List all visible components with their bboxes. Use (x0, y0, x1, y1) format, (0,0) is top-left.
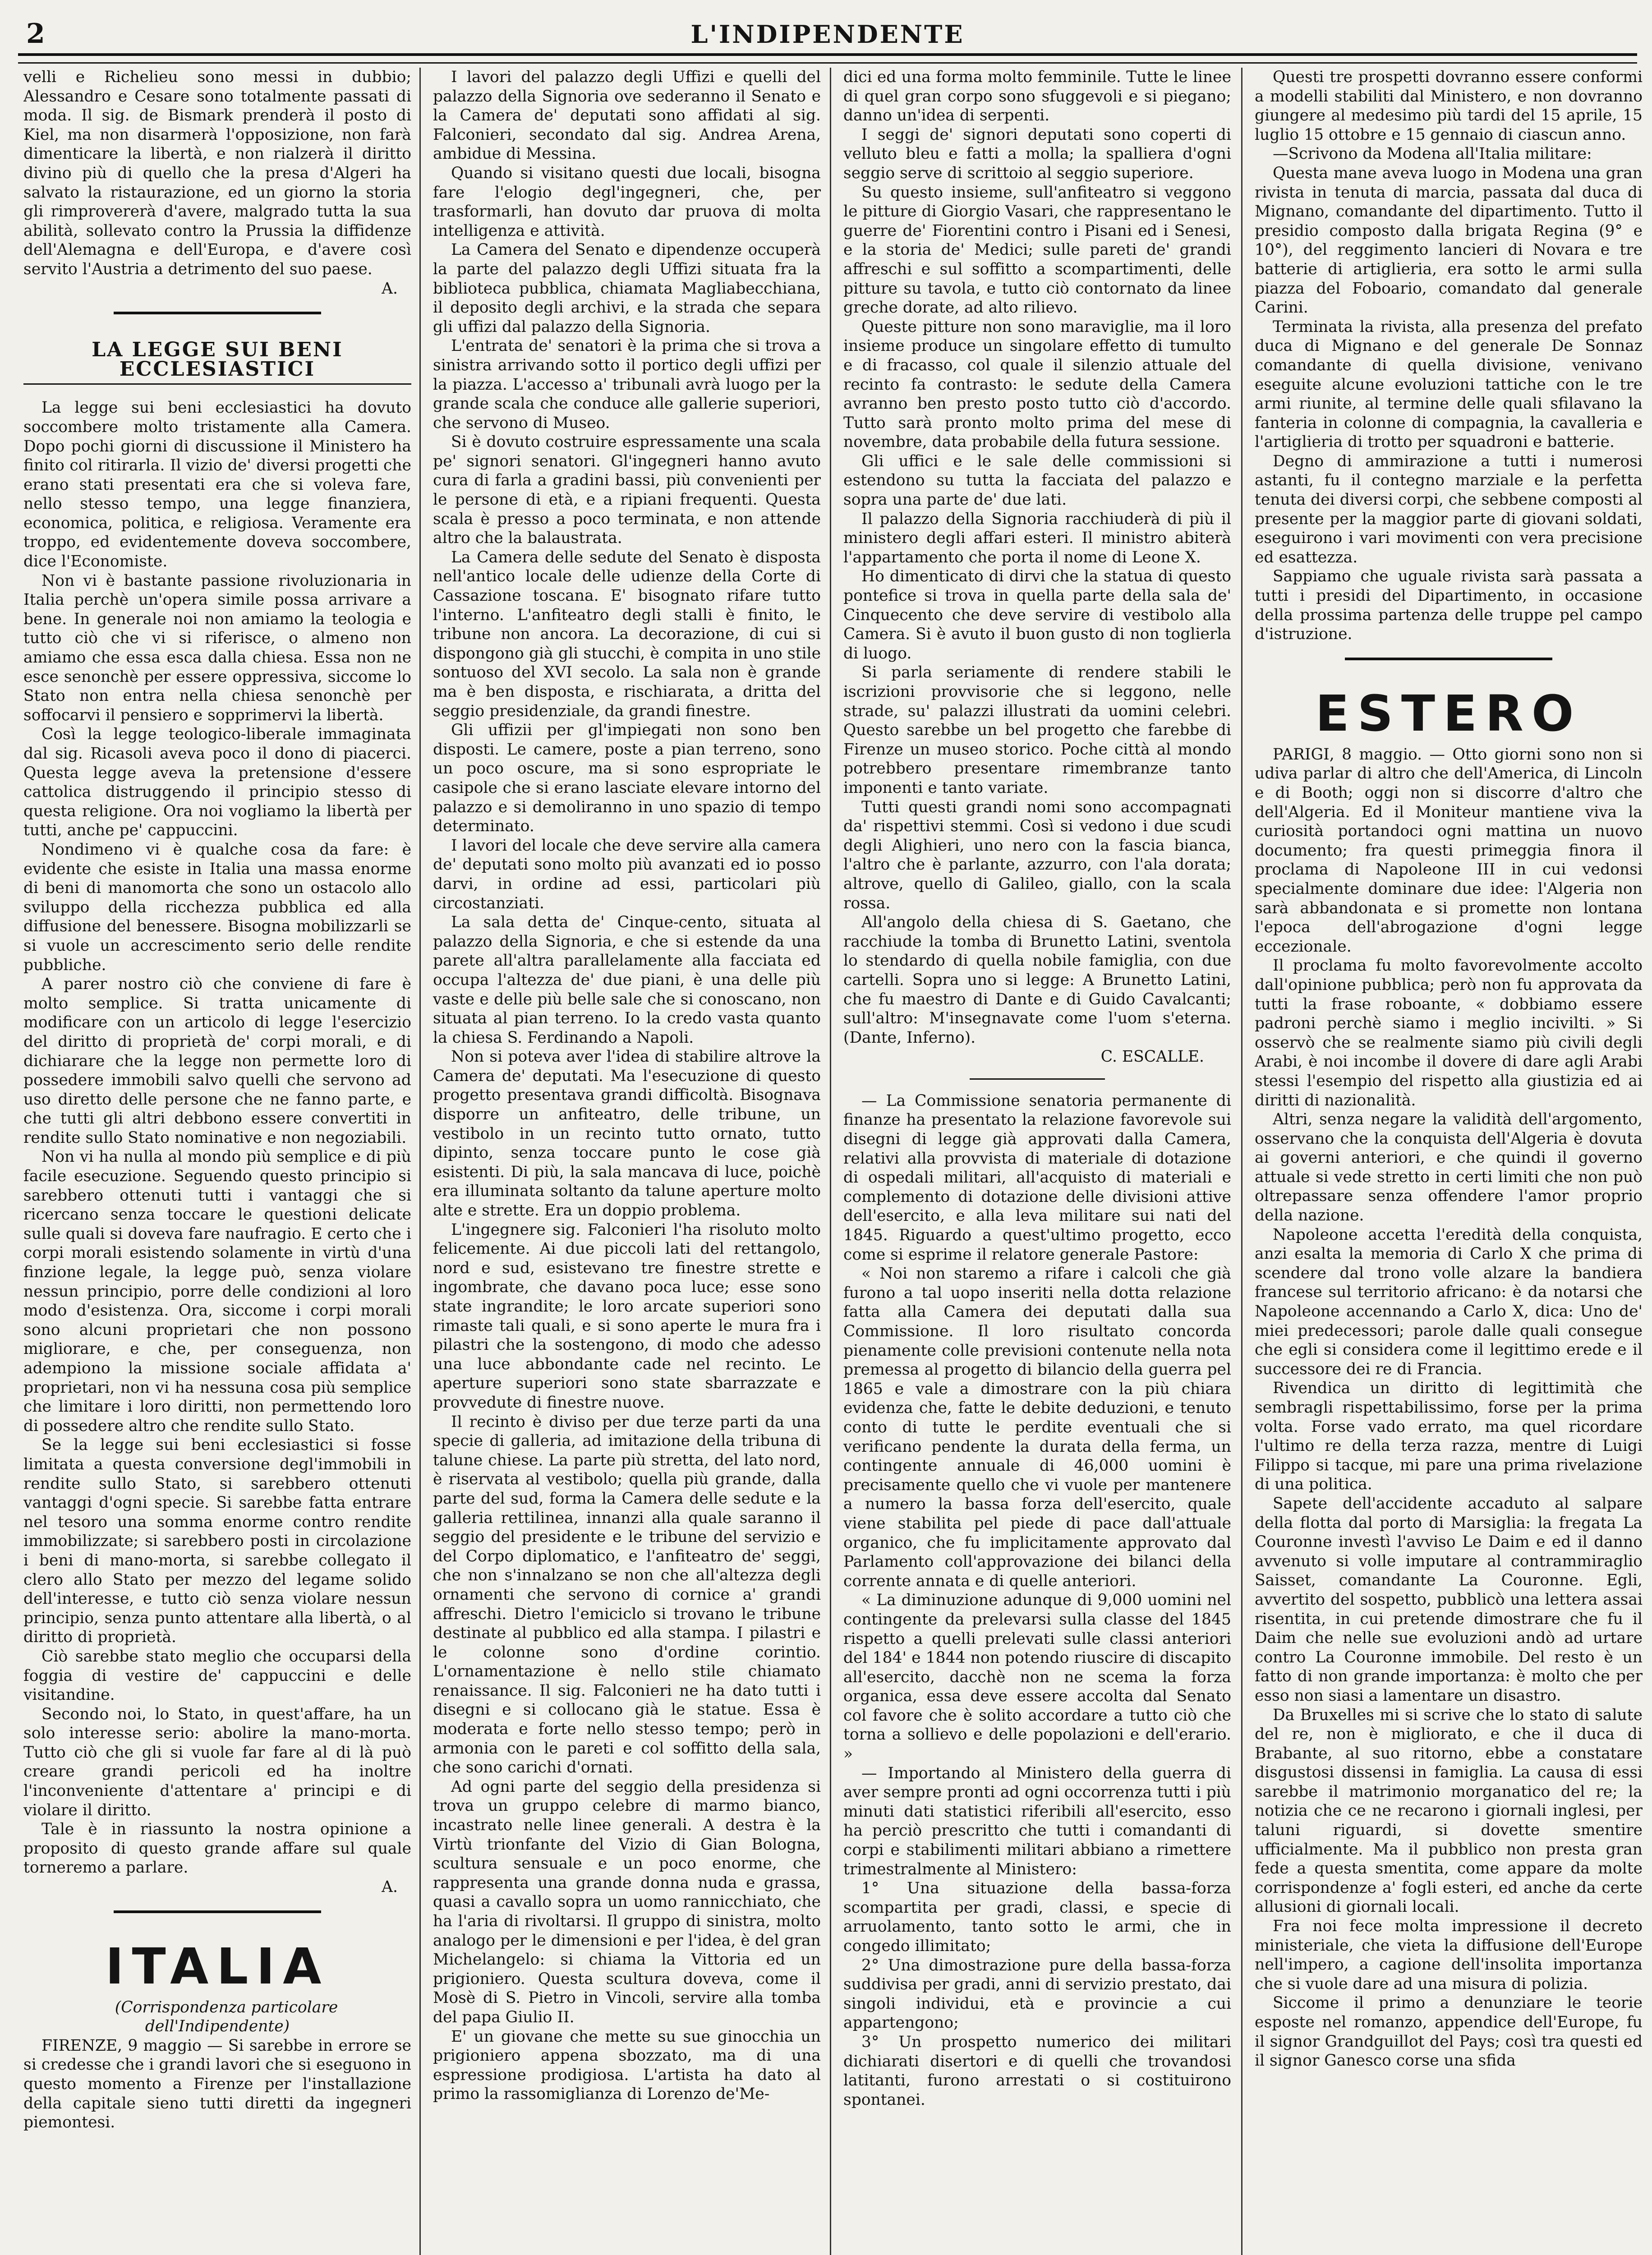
article-paragraph: FIRENZE, 9 maggio — Si sarebbe in errore se si credesse che i grandi lavori che si eseguono in questo momento a Firenze per l'installazione della capitale sieno tutti diretti da ingegneri piemontesi. (23, 2036, 411, 2132)
article-paragraph: Altri, senza negare la validità dell'argomento, osservano che la conquista dell'Algeria è dovuta ai governi anteriori, e che quindi il governo attuale si vede stretto in certi limiti che non può oltrepassare senza offendere l'amor proprio della nazione. (1255, 1110, 1643, 1225)
article-paragraph: Non vi ha nulla al mondo più semplice e di più facile esecuzione. Seguendo questo principio si sarebbero ottenuti tutti i vantaggi che si ricercano senza toccare le questioni delicate sulle quali si doveva fare naufragio. E certo che i corpi morali esistendo solamente in virtù d'una finzione legale, la legge può, senza violare nessun principio, porre delle condizioni al loro modo d'esistenza. Ora, siccome i corpi morali sono alcuni proprietari che non possono migliorare, e che, per conseguenza, non adempiono la missione sociale affidata a' proprietari, non vi ha nessuna cosa più semplice che limitare i loro diritti, non permettendo loro di possedere altro che rendite sullo Stato. (23, 1148, 411, 1435)
article-paragraph: — La Commissione senatoria permanente di finanze ha presentato la relazione favorevole sui disegni di legge già approvati dalla Camera, relativi alla provvista di materiale di dotazione di ospedali militari, all'acquisto di materiali e complemento di dotazione delle divisioni attive dell'esercito, e alla leva militare sui nati del 1845. Riguardo a quest'ultimo progetto, ecco come si esprime il relatore generale Pastore: (843, 1091, 1231, 1264)
article-paragraph: Secondo noi, lo Stato, in quest'affare, ha un solo interesse serio: abolire la mano-morta. Tutto ciò che gli si vuole far fare al di là può creare grandi pericoli ed ha inoltre l'inconveniente d'attentare a' principi e di violare il diritto. (23, 1705, 411, 1819)
article-paragraph: La sala detta de' Cinque-cento, situata al palazzo della Signoria, e che si estende da una parete all'altra parallelamente alla facciata ed occupa l'altezza de' due piani, è una delle più vaste e delle più belle sale che si conoscano, non situata al pian terreno. Io la credo vasta quanto la chiesa S. Ferdinando a Napoli. (433, 913, 821, 1047)
article-paragraph: All'angolo della chiesa di S. Gaetano, che racchiude la tomba di Brunetto Latini, sventola lo stendardo di quella nobile famiglia, con due cartelli. Sopra uno si legge: A Brunetto Latini, che fu maestro di Dante e di Guido Cavalcanti; sull'altro: M'insegnavate come l'uom s'eterna. (Dante, Inferno). (843, 913, 1231, 1047)
article-paragraph: La Camera delle sedute del Senato è disposta nell'antico locale delle udienze della Corte di Cassazione toscana. E' bisognato rifare tutto l'interno. L'anfiteatro degli stalli è finito, le tribune non ancora. La decorazione, di cui si dispongono già gli stucchi, è compita in uno stile sontuoso del XVI secolo. La sala non è grande ma è ben disposta, e rischiarata, a dritta del seggio presidenziale, da grandi finestre. (433, 548, 821, 720)
article-paragraph: 1° Una situazione della bassa-forza scompartita per gradi, classi, e specie di arruolamento, tanto sotto le armi, che in congedo illimitato; (843, 1879, 1231, 1955)
article-paragraph: Quando si visitano questi due locali, bisogna fare l'elogio degl'ingegneri, che, per trasformarli, han dovuto dar pruova di molta intelligenza e attività. (433, 164, 821, 240)
article-paragraph: Il palazzo della Signoria racchiuderà di più il ministero degli affari esteri. Il ministro abiterà l'appartamento che porta il nome di Leone X. (843, 510, 1231, 566)
article-paragraph: Ad ogni parte del seggio della presidenza si trova un gruppo celebre di marmo bianco, incastrato nelle linee generali. A destra è la Virtù trionfante del Vizio di Gian Bologna, scultura sensuale e un poco enorme, che rappresenta una grande donna nuda e grassa, quasi a cavallo sopra un uomo rannicchiato, che ha l'aria di rivoltarsi. Il gruppo di sinistra, molto analogo per le dimensioni e per l'idea, è del gran Michelangelo: si chiama la Vittoria ed un prigioniero. Questa scultura doveva, come il Mosè di S. Pietro in Vincoli, servire alla tomba del papa Giulio II. (433, 1777, 821, 2026)
column-3 (843, 68, 1231, 2255)
section-heading: LA LEGGE SUI BENI ECCLESIASTICI (23, 341, 411, 385)
article-paragraph: Il recinto è diviso per due terze parti da una specie di galleria, ad imitazione della tribuna di talune chiese. La parte più stretta, del lato nord, è riservata al vestibolo; quella più grande, dalla parte del sud, forma la Camera delle sedute e la galleria rettilinea, innanzi alla quale saranno il seggio del presidente e le tribune del servizio e del Corpo diplomatico, e l'anfiteatro de' seggi, che non s'innalzano se non che all'altezza degli ornamenti che servono di cornice a' grandi affreschi. Dietro l'emiciclo si trovano le tribune destinate al pubblico ed alla stampa. I pilastri e le colonne sono d'ordine corintio. L'ornamentazione è nello stile chiamato renaissance. Il sig. Falconieri ne ha dato tutti i disegni e si collocano già le statue. Essa è moderata e forte nello stesso tempo; però in armonia con le pareti e col soffitto della sala, che sono carichi d'ornati. (433, 1413, 821, 1777)
article-paragraph: PARIGI, 8 maggio. — Otto giorni sono non si udiva parlar di altro che dell'America, di Lincoln e di Booth; oggi non si discorre d'altro che dell'Algeria. Ed il Moniteur mantiene viva la curiosità portandoci ogni mattina un nuovo documento; fra questi primeggia finora il proclama di Napoleone III in cui vedonsi specialmente dominare due idee: l'Algeria non sarà abbandonata e si promette non lontana l'epoca dell'abrogazione d'ogni legge eccezionale. (1255, 745, 1643, 956)
column-1 (23, 68, 411, 2255)
article-paragraph: Ho dimenticato di dirvi che la statua di questo pontefice si trova in quella parte della sala de' Cinquecento che deve servire di vestibolo alla Camera. Si è avuto il buon gusto di non toglierla di luogo. (843, 567, 1231, 663)
article-signature: A. (382, 279, 398, 298)
section-divider (114, 312, 321, 318)
article-paragraph: Sappiamo che uguale rivista sarà passata a tutti i presidi del Dipartimento, in occasione della prossima partenza delle truppe pel campo d'istruzione. (1255, 567, 1643, 644)
article-paragraph: 3° Un prospetto numerico dei militari dichiarati disertori e di quelli che trovandosi latitanti, furono arrestati o si costituirono spontanei. (843, 2033, 1231, 2109)
article-paragraph: Sapete dell'accidente accaduto al salpare della flotta dal porto di Marsiglia: la fregata La Couronne investì l'avviso Le Daim e ed il danno avvenuto si volle imputare al contrammiraglio Saisset, comandante La Couronne. Egli, avvertito del sospetto, pubblicò una lettera assai risentita, in cui pretende dimostrare che fu il Daim che nelle sue evoluzioni andò ad urtare contro La Couronne immobile. Del resto è un fatto di non grande importanza: è molto che per esso non siasi a lamentare un disastro. (1255, 1494, 1643, 1705)
masthead-title: L'INDIPENDENTE (690, 20, 965, 49)
article-paragraph: Degno di ammirazione a tutti i numerosi astanti, fu il contegno marziale e la perfetta tenuta dei diversi corpi, che sebbene composti al presente per la maggior parte di giovani soldati, eseguirono i vari movimenti con vera precisione ed esattezza. (1255, 452, 1643, 566)
header-rule (18, 53, 1637, 64)
article-paragraph: Gli uffici e le sale delle commissioni si estendono su tutta la facciata del palazzo e sopra una parte de' due lati. (843, 452, 1231, 509)
article-paragraph: — Importando al Ministero della guerra di aver sempre pronti ad ogni occorrenza tutti i più minuti dati statistici riferibili all'esercito, esso ha perciò prescritto che tutti i comandanti di corpi e stabilimenti militari abbiano a rimettere trimestralmente al Ministero: (843, 1764, 1231, 1878)
article-paragraph: Non si poteva aver l'idea di stabilire altrove la Camera de' deputati. Ma l'esecuzione di questo progetto presentava grandi difficoltà. Bisognava disporre un anfiteatro, delle tribune, un vestibolo in un recinto tutto ornato, tutto dipinto, senza toccare punto le cose già esistenti. Di più, la sala mancava di luce, poichè era illuminata soltanto da talune aperture molto alte e strette. Era un doppio problema. (433, 1048, 821, 1220)
article-paragraph: I seggi de' signori deputati sono coperti di velluto bleu e fatti a molla; la spalliera d'ogni seggio serve di scrittoio al seggio superiore. (843, 125, 1231, 182)
article-paragraph: Fra noi fece molta impressione il decreto ministeriale, che vieta la diffusione dell'Europe nell'impero, a cagione dell'insolita importanza che si vuole dare ad una misura di polizia. (1255, 1917, 1643, 1993)
article-paragraph: I lavori del locale che deve servire alla camera de' deputati sono molto più avanzati ed io posso darvi, in ordine ad essi, particolari più circostanziati. (433, 836, 821, 912)
article-paragraph: « Noi non staremo a rifare i calcoli che già furono a tal uopo inseriti nella dotta relazione fatta alla Camera dei deputati dalla sua Commissione. Il loro risultato concorda pienamente colle previsioni contenute nella nota premessa al progetto di bilancio della guerra pel 1865 e vale a dimostrare con la più chiara evidenza che, fatte le debite deduzioni, e tenuto conto di tutte le perdite eventuali che si verificano pendente la durata della ferma, un contingente annuale di 46,000 uomini è precisamente quello che vi vuole per mantenere a numero la bassa forza dell'esercito, quale viene stabilita pel piede di pace dall'attuale organico, che fu implicitamente approvato dal Parlamento coll'approvazione dei bilanci della corrente annata e di quelle anteriori. (843, 1265, 1231, 1590)
column-divider (830, 68, 831, 2255)
article-paragraph: Ciò sarebbe stato meglio che occuparsi della foggia di vestire de' cappuccini e delle visitandine. (23, 1647, 411, 1704)
article-paragraph: I lavori del palazzo degli Uffizi e quelli del palazzo della Signoria ove sederanno il Senato e la Camera de' deputati sono affidati al sig. Falconieri, secondato dal sig. Andrea Arena, ambidue di Messina. (433, 68, 821, 163)
article-paragraph: Si è dovuto costruire espressamente una scala pe' signori senatori. Gl'ingegneri hanno avuto cura di farla a gradini bassi, più convenienti per le persone di età, e a ripiani frequenti. Questa scala è presso a poco terminata, e non attende altro che la balaustrata. (433, 433, 821, 548)
article-paragraph: 2° Una dimostrazione pure della bassa-forza suddivisa per gradi, anni di servizio prestato, dai singoli individui, età e provincie a cui appartengono; (843, 1956, 1231, 2032)
article-paragraph: L'entrata de' senatori è la prima che si trova a sinistra arrivando sotto il portico degli uffizi per la piazza. L'accesso a' tribunali avrà luogo per la grande scala che conduce alle gallerie superiori, che servono di Museo. (433, 337, 821, 432)
article-paragraph: Questi tre prospetti dovranno essere conformi a modelli stabiliti dal Ministero, e non dovranno giungere al medesimo più tardi del 15 aprile, 15 luglio 15 ottobre e 15 gennaio di ciascun anno. (1255, 68, 1643, 144)
article-paragraph: dici ed una forma molto femminile. Tutte le linee di quel gran corpo sono sfuggevoli e si piegano; danno un'idea di serpenti. (843, 68, 1231, 125)
correspondence-note: (Corrispondenza particolare dell'Indipendente) (115, 1998, 338, 2036)
article-signature: C. ESCALLE. (1100, 1048, 1204, 1066)
article-paragraph: velli e Richelieu sono messi in dubbio; Alessandro e Cesare sono totalmente passati di moda. Il sig. de Bismark prenderà il posto di Kiel, ma non disarmerà l'opposizione, non farà dimenticare la libertà, e non rialzerà il diritto divino più di quello che la presa d'Algeri ha salvato la ristaurazione, ed un giorno la storia gli rimprovererà d'avere, malgrado tutta la sua abilità, sollevato contro la Prussia la diffidenze dell'Alemagna e dell'Europa, e d'avere così servito l'Austria a detrimento del suo paese. (23, 68, 411, 278)
article-paragraph: Questa mane aveva luogo in Modena una gran rivista in tenuta di marcia, passata dal duca di Mignano, comandante del dipartimento. Tutto il presidio composto dalla brigata Regina (9° e 10°), del reggimento lancieri di Novara e tre batterie di artiglieria, era sotto le armi sulla piazza del Foboario, comandato dal generale Carini. (1255, 164, 1643, 317)
article-paragraph: Se la legge sui beni ecclesiastici si fosse limitata a questa conversione degl'immobili in rendite sullo Stato, si sarebbero ottenuti vantaggi d'ogni specie. Si sarebbe fatta entrare nel tesoro una somma enorme contro rendite immobilizzate; si sarebbero posti in circolazione i beni di mano-morta, si sarebbe collegato il clero allo Stato per mezzo del legame solido dell'interesse, e tutto ciò senza violare nessun principio, senza punto attentare alla libertà, o al diritto di proprietà. (23, 1436, 411, 1647)
article-paragraph: Terminata la rivista, alla presenza del prefato duca di Mignano e del generale De Sonnaz comandante di quella divisione, venivano eseguite alcune evoluzioni tattiche con le tre armi riunite, al termine delle quali sfilavano la fanteria in colonne di compagnia, la cavalleria e l'artiglieria di trotto per squadroni e batterie. (1255, 318, 1643, 451)
page-header (18, 17, 1637, 49)
article-paragraph: Tale è in riassunto la nostra opinione a proposito di questo grande affare sul quale torneremo a parlare. (23, 1820, 411, 1877)
article-paragraph: Rivendica un diritto di legittimità che sembragli rispettabilissimo, forse per la prima volta. Forse vado errato, ma quel ricordare l'ultimo re della terza razza, mentre di Luigi Filippo si tacque, mi pare una prima rivelazione di una politica. (1255, 1379, 1643, 1494)
article-paragraph: Su questo insieme, sull'anfiteatro si veggono le pitture di Giorgio Vasari, che rappresentano le guerre de' Fiorentini contro i Pisani ed i Senesi, e la storia de' Medici; sulle pareti de' grandi affreschi e sul soffitto a scompartimenti, delle pitture su tavola, e tutto ciò contornato da linee greche dorate, ad alto rilievo. (843, 183, 1231, 317)
page-number: 2 (26, 18, 45, 50)
column-divider (419, 68, 421, 2255)
article-paragraph: La legge sui beni ecclesiastici ha dovuto soccombere molto tristamente alla Camera. Dopo pochi giorni di discussione il Ministero ha finito col ritirarla. Il vizio de' diversi progetti che erano stati presentati era che si voleva fare, nello stesso tempo, una legge finanziera, economica, politica, e religiosa. Veramente era troppo, ed evidentemente doveva soccombere, dice l'Economiste. (23, 399, 411, 571)
article-paragraph: Nondimeno vi è qualche cosa da fare: è evidente che esiste in Italia una massa enorme di beni di manomorta che sono un ostacolo allo sviluppo della ricchezza pubblica ed alla diffusione del benessere. Bisogna mobilizzarli se si vuole un accrescimento serio delle rendite pubbliche. (23, 840, 411, 974)
column-4 (1255, 68, 1643, 2255)
article-paragraph: Queste pitture non sono maraviglie, ma il loro insieme produce un singolare effetto di tumulto e di fracasso, col quale il silenzio attuale del recinto fa contrasto: le sedute della Camera avranno ben presto posto tutto ciò d'accordo. Tutto sarà pronto molto prima del mese di novembre, data probabile della futura sessione. (843, 318, 1231, 451)
section-heading-estero: ESTERO (1315, 684, 1582, 742)
article-paragraph: Non vi è bastante passione rivoluzionaria in Italia perchè un'opera simile possa arrivare a bene. In generale noi non amiamo la teologia e tutto ciò che vi si riferisce, o almeno non amiamo che essa esca dalla chiesa. Essa non ne esce senonchè per essere oppressiva, siccome lo Stato non entra nella chiesa senonchè per soffocarvi il pensiero e sopprimervi la libertà. (23, 571, 411, 724)
section-divider (1345, 658, 1552, 664)
article-paragraph: Da Bruxelles mi si scrive che lo stato di salute del re, non è migliorato, e che il duca di Brabante, al suo ritorno, ebbe a constatare disgustosi dissensi in famiglia. La causa di essi sarebbe il matrimonio morganatico del re; la notizia che ce ne recarono i giornali inglesi, per taluni riguardi, si dovette smentire ufficialmente. Ma il pubblico non presta gran fede a questa smentita, come appare da molte corrispondenze a' fogli esteri, ed anche da certe allusioni di giornali locali. (1255, 1706, 1643, 1916)
section-divider (114, 1910, 321, 1917)
article-paragraph: Così la legge teologico-liberale immaginata dal sig. Ricasoli aveva poco il dono di piacerci. Questa legge aveva la pretensione d'essere cattolica distruggendo il principio stesso di questa religione. Ora noi vogliamo la libertà per tutti, anche pe' cappuccini. (23, 725, 411, 840)
article-paragraph: Gli uffizii per gl'impiegati non sono ben disposti. Le camere, poste a pian terreno, sono un poco oscure, ma si sono espropriate le casipole che si erano lasciate elevare intorno del palazzo e si demoliranno in uno spazio di tempo determinato. (433, 721, 821, 836)
article-paragraph: « La diminuzione adunque di 9,000 uomini nel contingente da prelevarsi sulla classe del 1845 rispetto a quelli prelevati sulle classi anteriori del 184' e 1844 non potendo riuscire di discapito all'esercito, dacchè non ne scema la forza organica, essa deve essere accolta dal Senato col favore che è solito accordare a tutto ciò che torna a sollievo e delle popolazioni e dell'erario. » (843, 1591, 1231, 1763)
article-signature: A. (382, 1878, 398, 1896)
article-paragraph: Siccome il primo a denunziare le teorie esposte nel romanzo, appendice dell'Europe, fu il signor Grandguillot del Pays; così tra questi ed il signor Ganesco corse una sfida (1255, 1994, 1643, 2070)
article-paragraph: —Scrivono da Modena all'Italia militare: (1273, 145, 1592, 163)
article-paragraph: Il proclama fu molto favorevolmente accolto dall'opinione pubblica; però non fu approvata da tutti la frase roboante, « dobbiamo essere padroni perchè siamo i meglio incivilti. » Si osservò che se realmente siamo più civili degli Arabi, è noi incombe il dovere di dare agli Arabi stessi l'esempio del rispetto alla giustizia ed ai diritti di nazionalità. (1255, 957, 1643, 1109)
article-paragraph: L'ingegnere sig. Falconieri l'ha risoluto molto felicemente. Ai due piccoli lati del rettangolo, nord e sud, esistevano tre finestre strette e ingombrate, che davano poca luce; esse sono state ingrandite; le loro arcate superiori sono rimaste tali quali, e si sono aperte le mura fra i pilastri che la sostengono, di modo che adesso una luce abbondante cade nel recinto. Le aperture superiori sono state sbarrazzate e provvedute di finestre nuove. (433, 1220, 821, 1412)
article-paragraph: Si parla seriamente di rendere stabili le iscrizioni provvisorie che si leggono, nelle strade, su' palazzi illustrati da uomini celebri. Questo sarebbe un bel progetto che farebbe di Firenze un museo storico. Poche città al mondo potrebbero presentare rimembranze tanto imponenti e tanto variate. (843, 663, 1231, 797)
column-2 (433, 68, 821, 2255)
article-paragraph: Napoleone accetta l'eredità della conquista, anzi esalta la memoria di Carlo X che prima di scendere dal trono volle alzare la bandiera francese sul territorio africano: è da notarsi che Napoleone accennando a Carlo X, dica: Uno de' miei predecessori; parole dalle quali consegue che egli si considera come il legittimo erede e il successore dei re di Francia. (1255, 1225, 1643, 1378)
article-paragraph: Tutti questi grandi nomi sono accompagnati da' rispettivi stemmi. Così si vedono i due scudi degli Alighieri, uno nero con la fascia bianca, l'altro che è parlante, azzurro, con l'ala dorata; altrove, quello di Galileo, giallo, con la scala rossa. (843, 798, 1231, 912)
article-paragraph: La Camera del Senato e dipendenze occuperà la parte del palazzo degli Uffizi situata fra la biblioteca pubblica, chiamata Magliabecchiana, il deposito degli archivi, e la strada che separa gli uffizi dal palazzo della Signoria. (433, 241, 821, 336)
section-heading-italia: ITALIA (105, 1937, 330, 1995)
article-paragraph: A parer nostro ciò che conviene di fare è molto semplice. Si tratta unicamente di modificare con un articolo di legge l'esercizio del diritto di proprietà de' corpi morali, e di dichiarare che la legge non permette loro di possedere immobili salvo quelli che servono ad uso diretto delle persone che ne fanno parte, e che tutti gli altri debbono essere convertiti in rendite sullo Stato nominative e non negoziabili. (23, 975, 411, 1147)
article-paragraph: E' un giovane che mette su sue ginocchia un prigioniero appena sbozzato, ma di una espressione prodigiosa. L'artista ha dato al primo la rassomiglianza di Lorenzo de'Me- (433, 2027, 821, 2103)
section-divider (970, 1078, 1105, 1080)
column-divider (1241, 68, 1242, 2255)
